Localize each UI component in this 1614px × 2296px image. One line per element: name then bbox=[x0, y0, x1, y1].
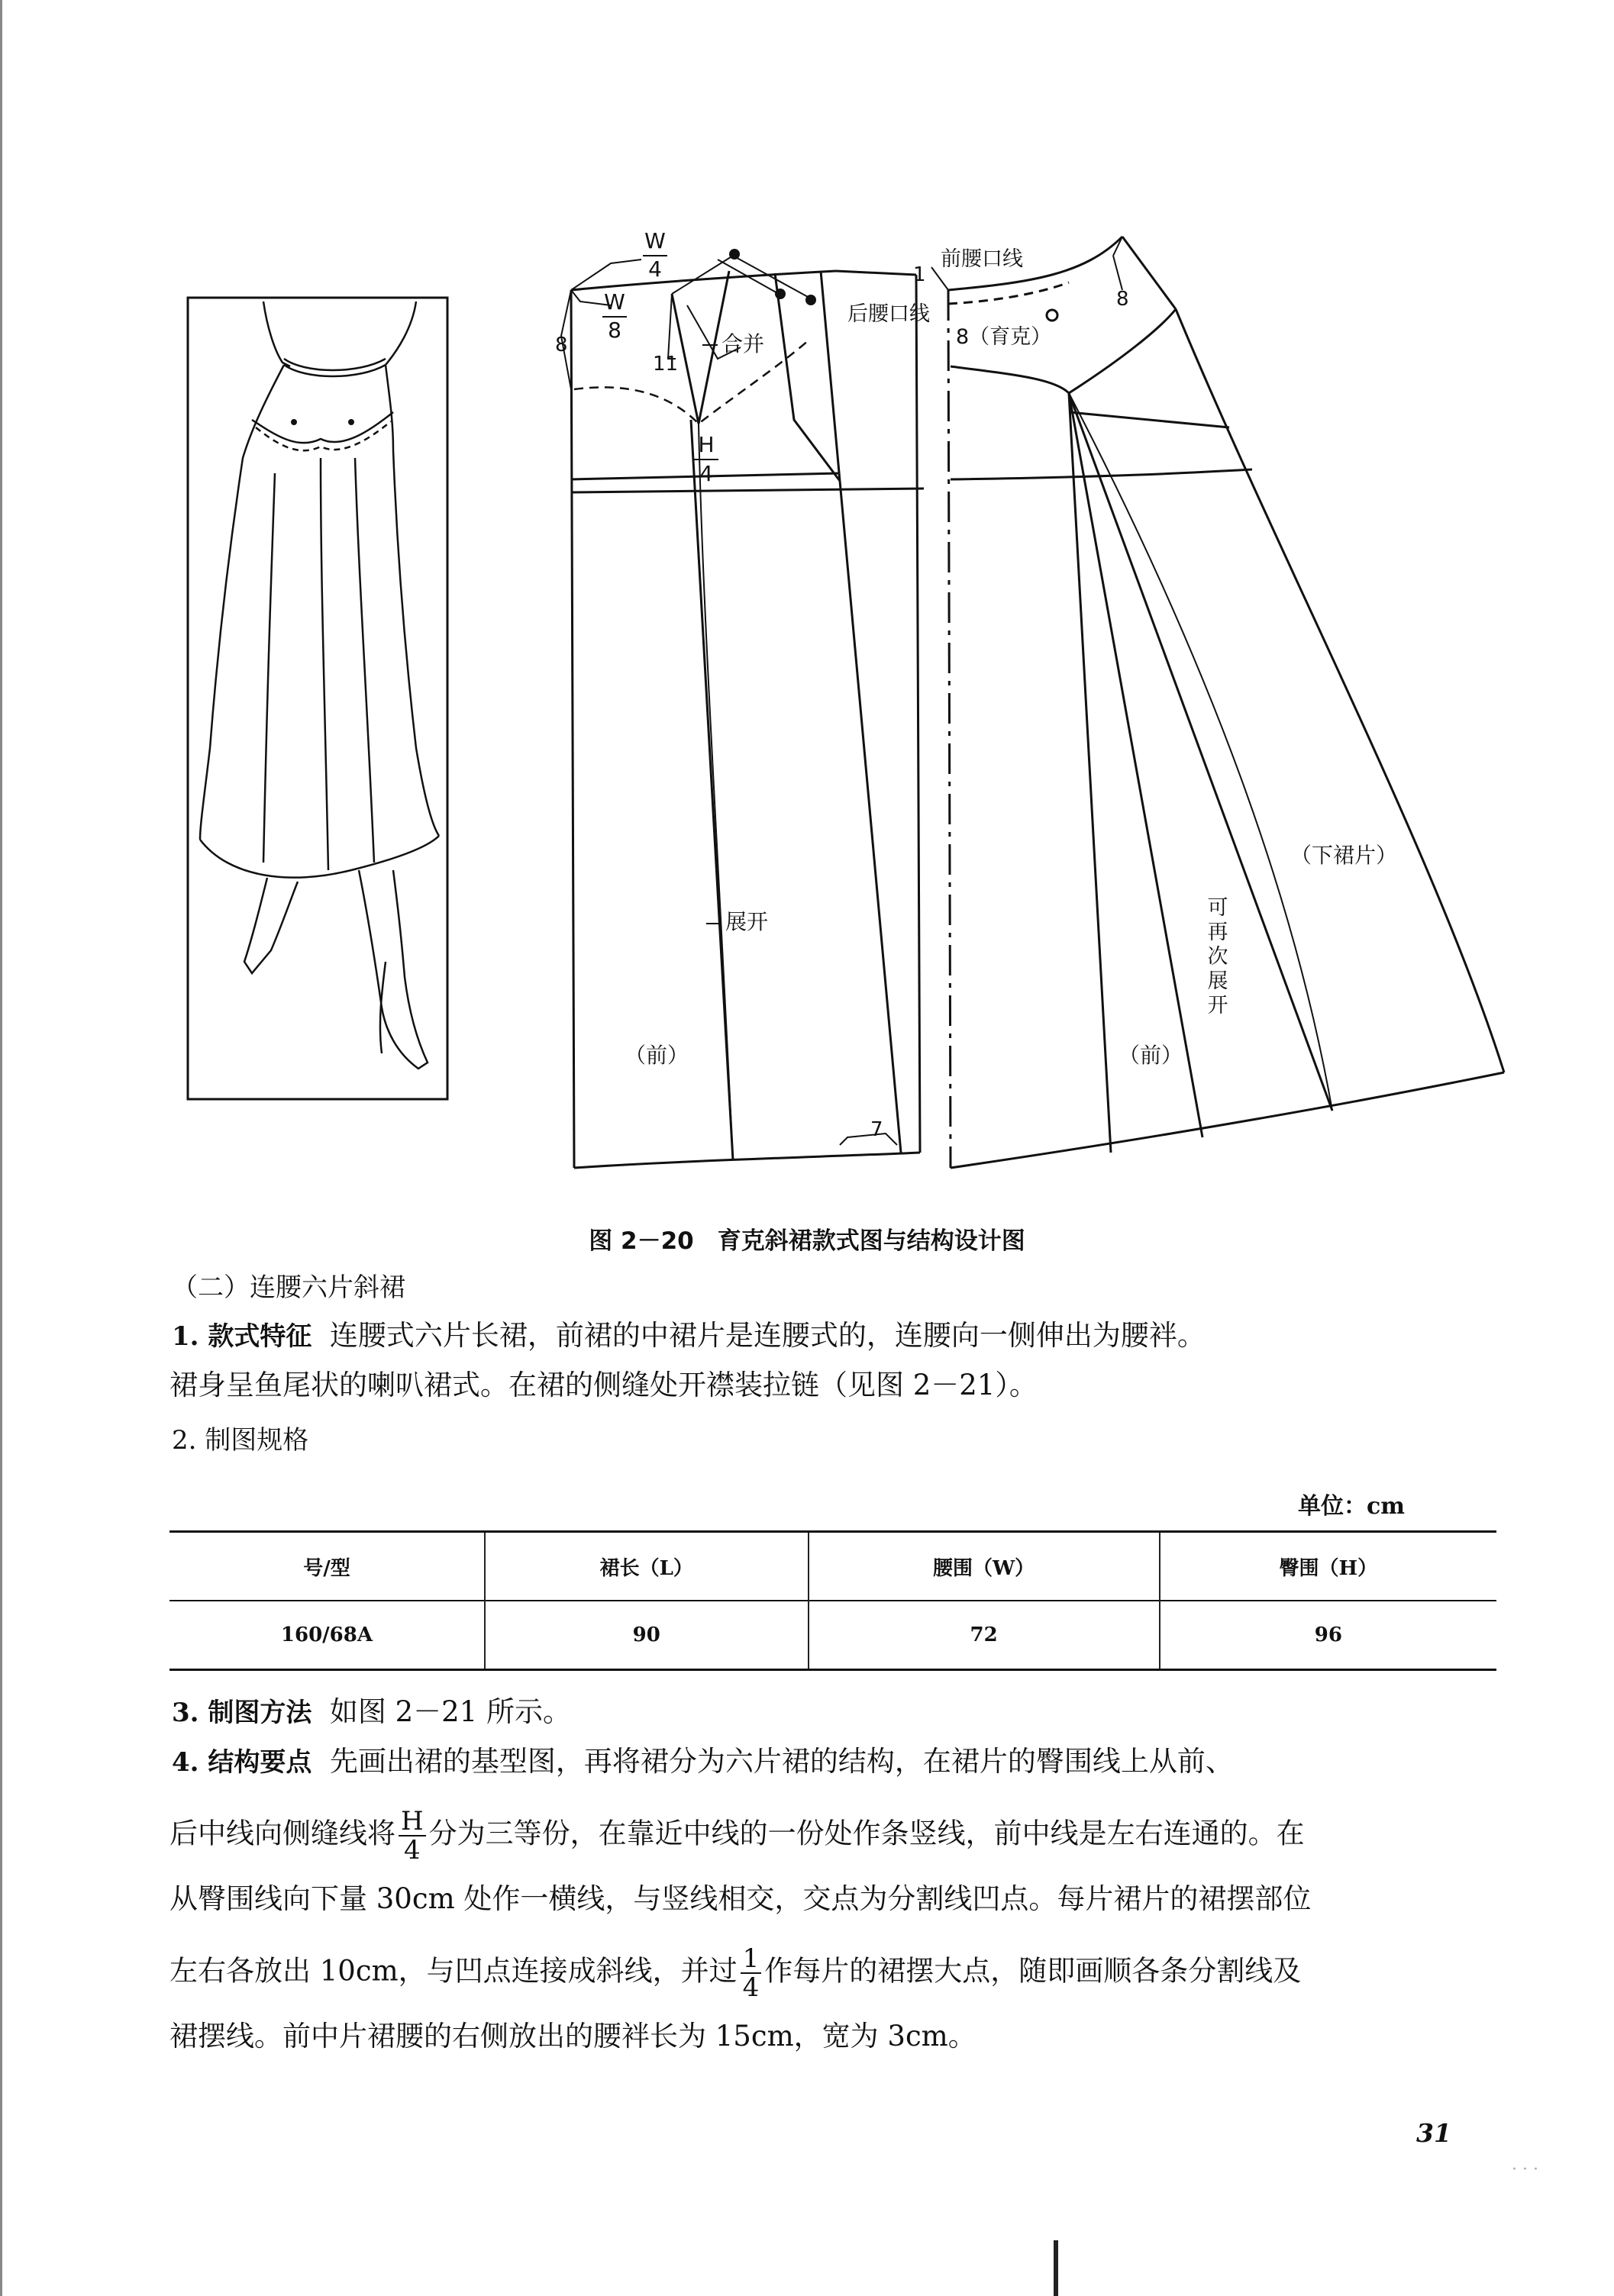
page-number: 31 bbox=[1416, 2118, 1451, 2148]
back-waist-dashed bbox=[948, 282, 1069, 304]
svg-text:H: H bbox=[698, 432, 715, 457]
spec-table bbox=[169, 1530, 1496, 1671]
frac-num: 1 bbox=[741, 1945, 762, 1974]
item3-text: 如图 2－21 所示。 bbox=[329, 1695, 572, 1728]
label-back-waist: 后腰口线 bbox=[847, 302, 930, 326]
table-cell: 160/68A bbox=[280, 1624, 373, 1646]
item4-p4b: 作每片的裙摆大点，随即画顺各条分割线及 bbox=[764, 1954, 1302, 1988]
fraction-w4 bbox=[643, 228, 667, 282]
label-8-b: 8 bbox=[1116, 288, 1129, 311]
style-sketch-frame bbox=[188, 298, 447, 1099]
item1-line2: 裙身呈鱼尾状的喇叭裙式。在裙的侧缝处开襟装拉链（见图 2－21）。 bbox=[169, 1369, 1038, 1401]
item2-label: 2. 制图规格 bbox=[172, 1425, 309, 1456]
gutter-mark bbox=[1054, 2240, 1058, 2296]
fraction-1-over-4 bbox=[741, 1945, 762, 2001]
svg-text:W: W bbox=[644, 228, 666, 253]
label-unfold-again bbox=[1208, 896, 1228, 1017]
unit-label: 单位：cm bbox=[1298, 1493, 1406, 1520]
svg-text:8: 8 bbox=[608, 318, 621, 343]
label-1: 1 bbox=[913, 263, 926, 286]
svg-text:可: 可 bbox=[1207, 896, 1228, 920]
table-cell: 72 bbox=[809, 1601, 1160, 1670]
item4-line3: 从臀围线向下量 30cm 处作一横线，与竖线相交，交点为分割线凹点。每片裙片的裙摆部位 bbox=[169, 1882, 1312, 1915]
label-yoke: 8（育克） bbox=[956, 325, 1052, 349]
fraction-w8 bbox=[602, 289, 627, 343]
item4-line5: 裙摆线。前中片裙腰的右侧放出的腰袢长为 15cm，宽为 3cm。 bbox=[169, 2020, 976, 2053]
label-lower-piece: （下裙片） bbox=[1290, 843, 1398, 868]
item4-p4a: 左右各放出 10cm，与凹点连接成斜线，并过 bbox=[169, 1954, 738, 1988]
item4-p1: 先画出裙的基型图，再将裙分为六片裙的结构，在裙片的臀围线上从前、 bbox=[329, 1745, 1234, 1778]
table-header: 臀围（H） bbox=[1160, 1532, 1496, 1601]
table-header: 腰围（W） bbox=[809, 1532, 1160, 1601]
table-row bbox=[169, 1601, 1496, 1670]
svg-text:4: 4 bbox=[699, 461, 713, 486]
item4-line4 bbox=[169, 1945, 1494, 2001]
table-cell: 96 bbox=[1160, 1601, 1496, 1670]
table-header-row bbox=[169, 1532, 1496, 1601]
item1-label: 1. 款式特征 bbox=[172, 1321, 312, 1352]
svg-text:4: 4 bbox=[648, 256, 662, 282]
label-unfold: 展开 bbox=[725, 909, 769, 934]
label-front-a: （前） bbox=[625, 1043, 689, 1068]
scan-specks: · · · bbox=[1512, 2160, 1538, 2179]
table-cell: 90 bbox=[485, 1601, 809, 1670]
item3 bbox=[172, 1693, 1496, 1732]
item4-p2b: 分为三等份，在靠近中线的一份处作条竖线，前中线是左右连通的。在 bbox=[428, 1817, 1305, 1850]
item4-label: 4. 结构要点 bbox=[172, 1747, 312, 1778]
item3-label: 3. 制图方法 bbox=[172, 1698, 312, 1728]
center-front-dashdot bbox=[948, 290, 951, 1168]
label-front-waist: 前腰口线 bbox=[941, 247, 1023, 271]
svg-text:展: 展 bbox=[1207, 969, 1228, 993]
item4-p2a: 后中线向侧缝线将 bbox=[169, 1817, 395, 1850]
item1 bbox=[172, 1317, 1496, 1356]
label-7: 7 bbox=[870, 1118, 883, 1141]
table-header: 裙长（L） bbox=[485, 1532, 809, 1601]
svg-text:次: 次 bbox=[1207, 945, 1228, 969]
label-8-a: 8 bbox=[555, 334, 568, 356]
hip-curve-dashed bbox=[574, 340, 809, 424]
fraction-h4 bbox=[694, 432, 718, 486]
label-11: 11 bbox=[653, 353, 679, 376]
item4-line2 bbox=[169, 1807, 1494, 1864]
svg-text:开: 开 bbox=[1207, 994, 1228, 1017]
fraction-h-over-4 bbox=[399, 1807, 426, 1864]
frac-den: 4 bbox=[742, 1972, 760, 2003]
dimension-lines bbox=[561, 256, 897, 1145]
svg-text:W: W bbox=[604, 289, 625, 314]
skirt-style-sketch bbox=[200, 302, 439, 1069]
section-title: （二）连腰六片斜裙 bbox=[172, 1272, 405, 1303]
item1-text: 连腰式六片长裙，前裙的中裙片是连腰式的，连腰向一侧伸出为腰袢。 bbox=[329, 1319, 1206, 1352]
frac-num: H bbox=[399, 1807, 426, 1836]
svg-text:再: 再 bbox=[1207, 921, 1228, 944]
table-header: 号/型 bbox=[303, 1556, 350, 1580]
label-front-b: （前） bbox=[1119, 1043, 1183, 1068]
figure-caption: 图 2－20 育克斜裙款式图与结构设计图 bbox=[589, 1227, 1025, 1255]
label-merge: 合并 bbox=[721, 331, 765, 356]
yoke-lower-pattern bbox=[948, 237, 1504, 1168]
front-pattern-spread bbox=[571, 271, 924, 1168]
item4 bbox=[172, 1743, 1496, 1782]
frac-den: 4 bbox=[404, 1835, 421, 1866]
